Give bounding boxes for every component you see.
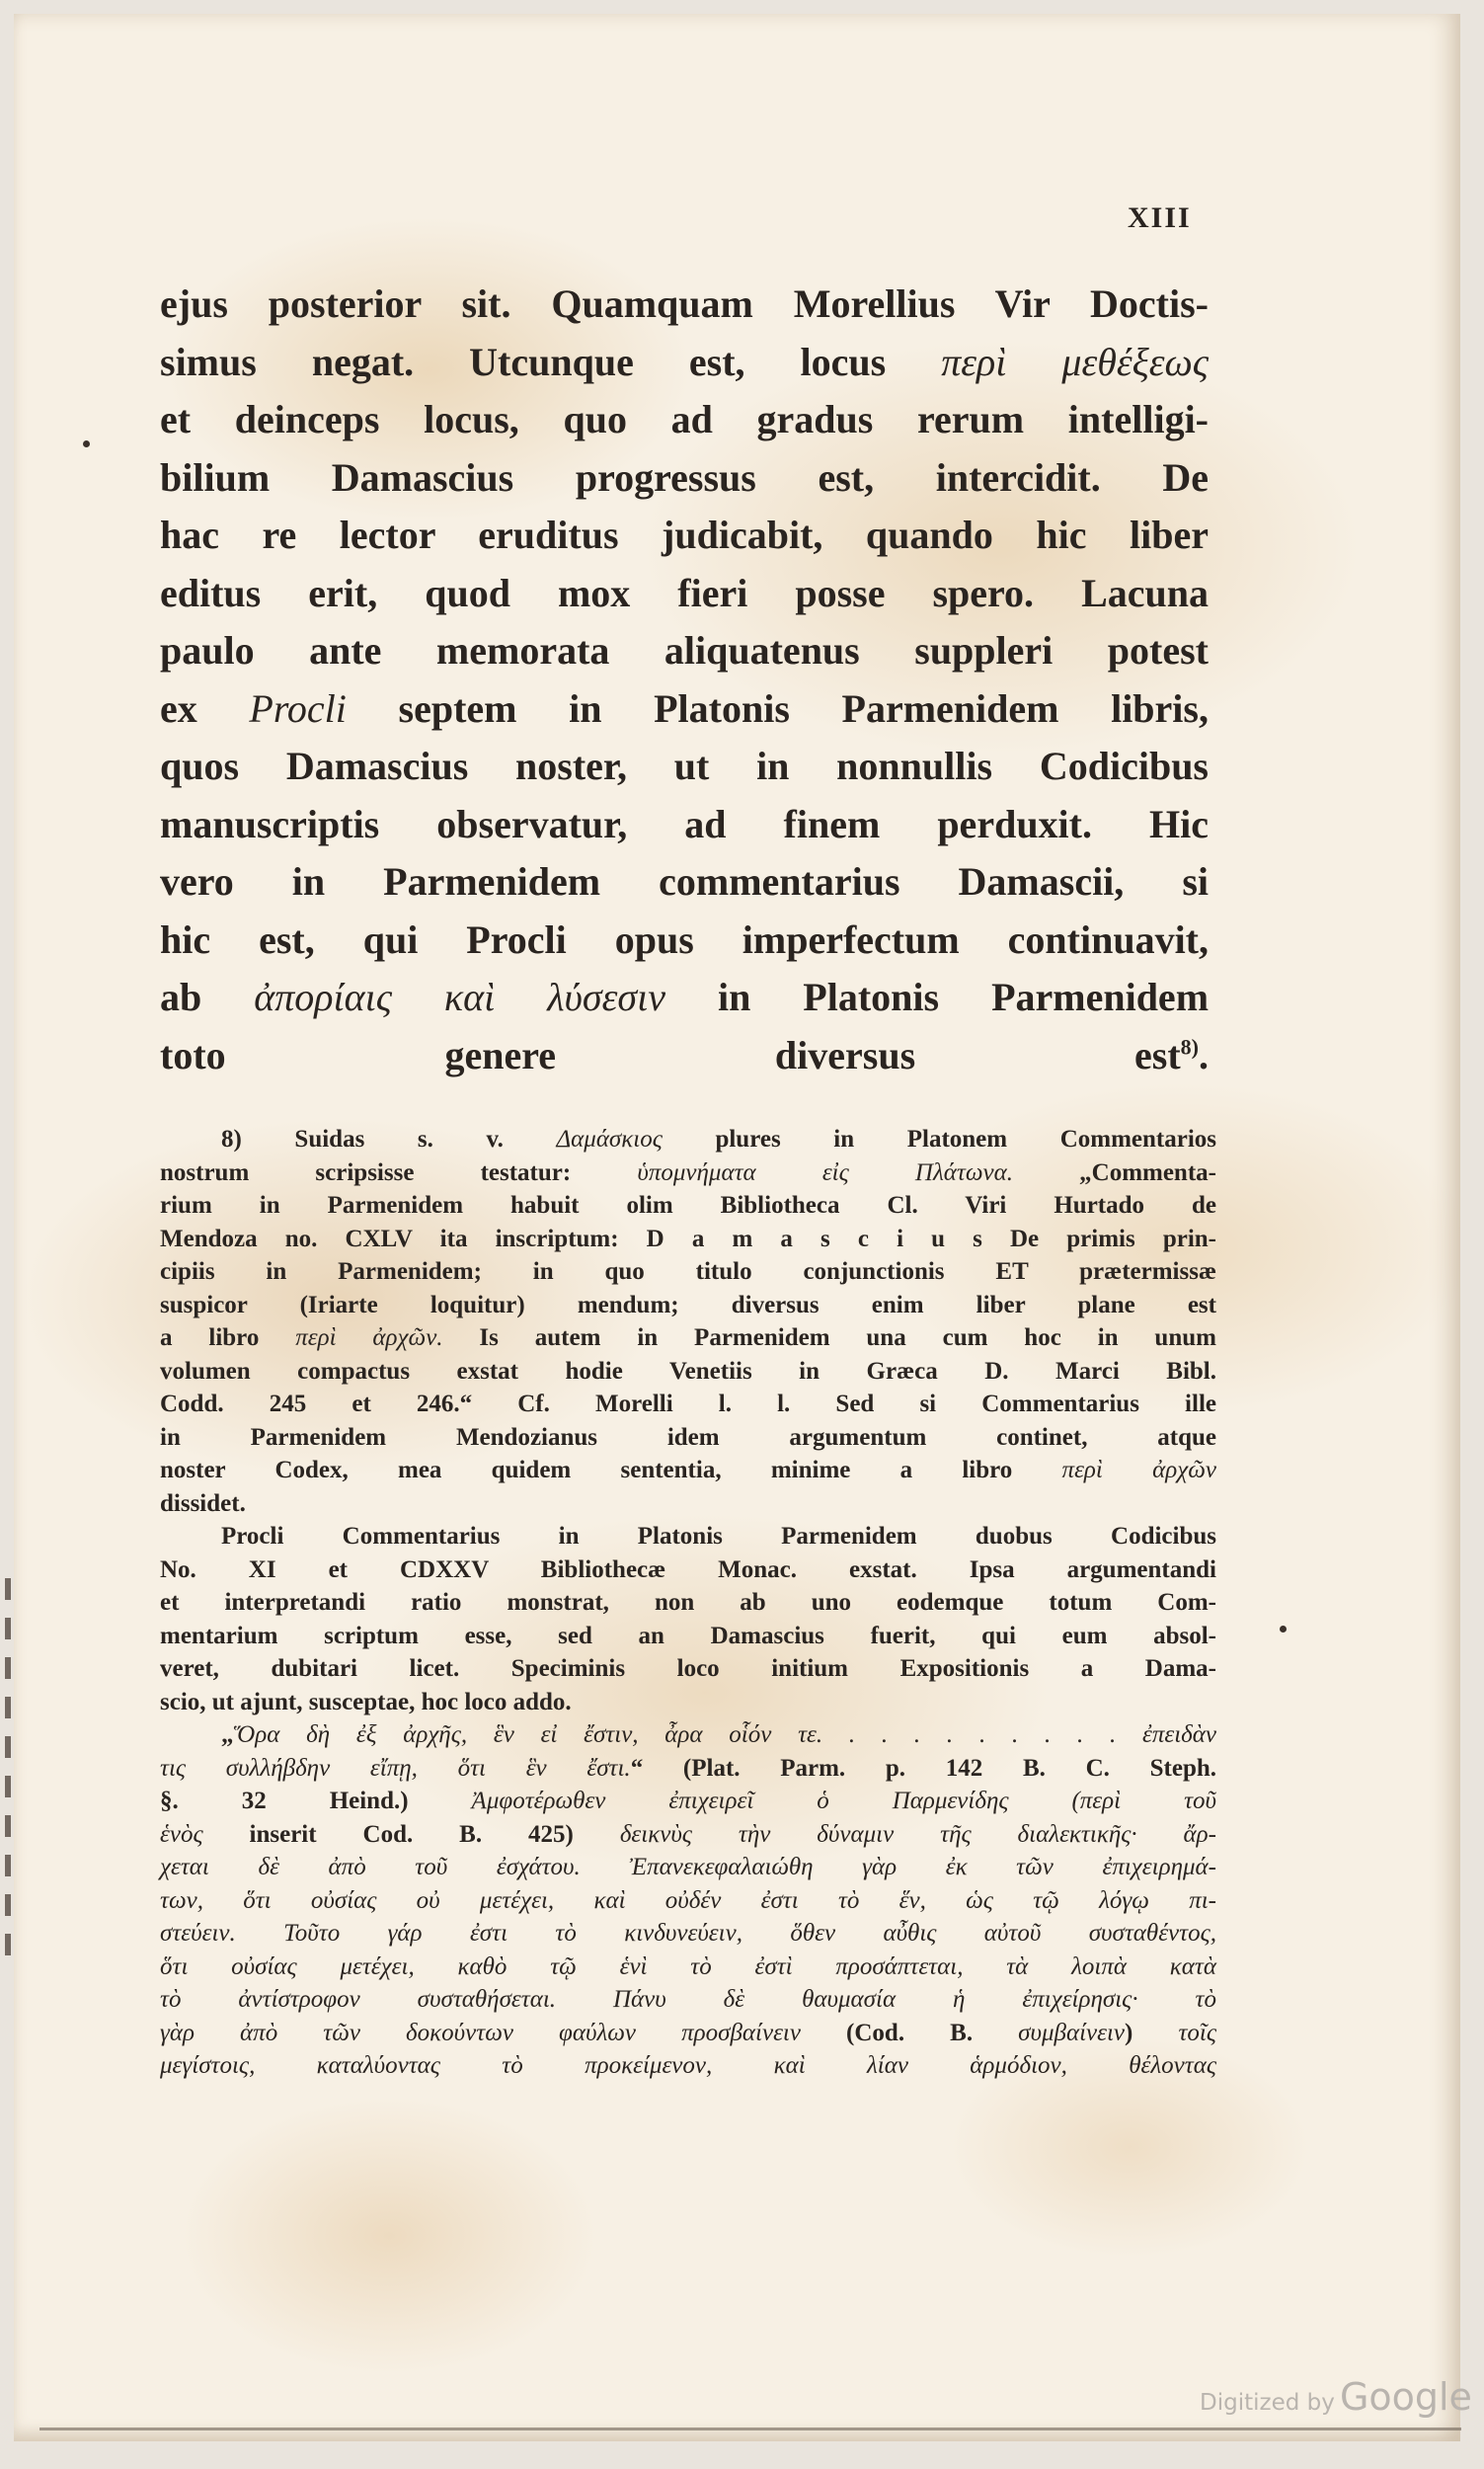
- text-run: „Commenta-: [1012, 1158, 1216, 1186]
- text-run: toto genere diversus est: [160, 1032, 1181, 1077]
- greek-text: τις συλλήβδην εἴπῃ, ὅτι ἓν ἔστι.: [160, 1754, 631, 1782]
- text-run: septem in Platonis Parmenidem libris,: [346, 685, 1209, 731]
- footnote-line: [160, 1321, 1216, 1355]
- text-run: ejus posterior sit. Quamquam Morellius Vir Doctis-: [160, 281, 1209, 326]
- footnote-line: [160, 1718, 1216, 1752]
- text-run: suspicor (Iriarte loquitur) mendum; diversus enim liber plane est: [160, 1291, 1216, 1318]
- footnote-line: [160, 1421, 1216, 1455]
- text-line: [160, 622, 1209, 680]
- watermark-brand: Google: [1339, 2375, 1472, 2419]
- text-run: 8) Suidas s. v.: [221, 1126, 557, 1153]
- page-bottom-edge: [39, 2428, 1461, 2430]
- footnote-line: [160, 1156, 1216, 1190]
- ink-dot: [83, 440, 90, 447]
- text-run: cipiis in Parmenidem; in quo titulo conjunctionis ET prætermissæ: [160, 1258, 1216, 1285]
- text-line: [160, 334, 1209, 392]
- text-line: [160, 969, 1209, 1027]
- text-run: nostrum scripsisse testatur:: [160, 1158, 638, 1186]
- text-run: quos Damascius noster, ut in nonnullis Codicibus: [160, 744, 1209, 788]
- text-run: volumen compactus exstat hodie Venetiis in Græca D. Marci Bibl.: [160, 1357, 1216, 1385]
- greek-text: ἀπορίαις καὶ λύσεσιν: [254, 975, 665, 1019]
- text-run: Is autem in Parmenidem una cum hoc in unum: [442, 1324, 1216, 1351]
- footnote-line: [160, 1818, 1216, 1852]
- footnote-ref: 8): [1180, 1034, 1199, 1060]
- text-run: (Cod. B.: [800, 2019, 1019, 2046]
- text-run: dissidet.: [160, 1489, 246, 1517]
- text-run: Procli Commentarius in Platonis Parmenidem duobus Codicibus: [221, 1523, 1216, 1550]
- text-line: [160, 507, 1209, 565]
- greek-text: περὶ ἀρχῶν.: [295, 1324, 443, 1351]
- text-line: [160, 276, 1209, 334]
- text-run: Codd. 245 et 246.“ Cf. Morelli l. l. Sed si Commentarius ille: [160, 1391, 1216, 1417]
- footnote-line: [160, 1686, 1216, 1719]
- footnote-line: [160, 1917, 1216, 1951]
- text-run: „: [221, 1721, 234, 1748]
- text-run: editus erit, quod mox fieri posse spero. Lacuna: [160, 570, 1209, 615]
- text-run: vero in Parmenidem commentarius Damascii, si: [160, 859, 1209, 904]
- text-run: veret, dubitari licet. Speciminis loco initium Expositionis a Dama-: [160, 1655, 1216, 1682]
- text-line: [160, 796, 1209, 854]
- text-run: simus negat. Utcunque est, locus: [160, 339, 942, 384]
- text-run: mentarium scriptum esse, sed an Damascius fuerit, qui eum absol-: [160, 1622, 1216, 1649]
- footnote-line: [160, 1752, 1216, 1786]
- text-run: hic est, qui Procli opus imperfectum continuavit,: [160, 916, 1209, 962]
- greek-text: Ἀμφοτέρωθεν ἐπιχειρεῖ ὁ Παρμενίδης (περὶ τοῦ: [471, 1788, 1216, 1814]
- footnote-line: [160, 1189, 1216, 1223]
- footnote-line: [160, 2049, 1216, 2083]
- greek-text: ὅτι οὐσίας μετέχει, καθὸ τῷ ἑνὶ τὸ ἐστὶ προσάπτεται, τὰ λοιπὰ κατὰ: [160, 1952, 1216, 1980]
- footnote-line: [160, 1951, 1216, 1984]
- footnote-line: [160, 1520, 1216, 1553]
- edge-marks: [2, 1560, 14, 2074]
- footnote-block: [160, 1123, 1216, 2083]
- book-page: [14, 14, 1460, 2441]
- greek-text: Δαμάσκιος: [556, 1126, 663, 1153]
- footnote-line: [160, 1454, 1216, 1487]
- ink-dot: [1280, 1626, 1287, 1633]
- text-run: ex: [160, 685, 250, 731]
- footnote-line: [160, 1388, 1216, 1421]
- footnote-line: [160, 1553, 1216, 1587]
- footnote-line: [160, 1983, 1216, 2017]
- text-line: [160, 565, 1209, 623]
- footnote-line: [160, 1123, 1216, 1156]
- footnote-line: [160, 1289, 1216, 1322]
- greek-text: μεγίστοις, καταλύοντας τὸ προκείμενον, καὶ λίαν ἁρμόδιον, θέλοντας: [160, 2052, 1216, 2079]
- footnote-line: [160, 1652, 1216, 1686]
- footnote-line: [160, 1487, 1216, 1521]
- greek-text: γὰρ ἀπὸ τῶν δοκούντων φαύλων προσβαίνειν: [160, 2019, 801, 2046]
- text-run: paulo ante memorata aliquatenus suppleri potest: [160, 628, 1209, 673]
- greek-text: τοῖς: [1178, 2019, 1216, 2046]
- footnote-line: [160, 1355, 1216, 1389]
- text-run: No. XI et CDXXV Bibliothecæ Monac. exstat. Ipsa argumentandi: [160, 1555, 1216, 1583]
- text-run: ): [1125, 2019, 1179, 2046]
- footnote-line: [160, 1785, 1216, 1818]
- greek-text: στεύειν. Τοῦτο γάρ ἐστι τὸ κινδυνεύειν, ὅθεν αὖθις αὐτοῦ συσταθέντος,: [160, 1920, 1216, 1947]
- text-line: [160, 391, 1209, 449]
- footnote-line: [160, 1255, 1216, 1289]
- page-number: XIII: [1128, 201, 1192, 234]
- text-line: [160, 449, 1209, 508]
- text-run: in Platonis Parmenidem: [664, 975, 1210, 1019]
- text-run: manuscriptis observatur, ad finem perduxit. Hic: [160, 801, 1209, 846]
- text-run: “ (Plat. Parm. p. 142 B. C. Steph.: [630, 1754, 1217, 1782]
- text-run: noster Codex, mea quidem sententia, minime a libro: [160, 1457, 1062, 1483]
- greek-text: τὸ ἀντίστροφον συσταθήσεται. Πάνυ δὲ θαυμασία ἡ ἐπιχείρησις· τὸ: [160, 1986, 1216, 2013]
- greek-text: περὶ μεθέξεως: [941, 339, 1209, 384]
- text-run: rium in Parmenidem habuit olim Bibliotheca Cl. Viri Hurtado de: [160, 1192, 1216, 1219]
- footnote-line: [160, 1884, 1216, 1918]
- footnote-line: [160, 1586, 1216, 1620]
- text-run: inserit Cod. B. 425): [202, 1820, 620, 1848]
- text-run: scio, ut ajunt, susceptae, hoc loco addo.: [160, 1688, 572, 1715]
- footnote-line: [160, 1223, 1216, 1256]
- text-run: a libro: [160, 1324, 296, 1351]
- main-text-block: [160, 276, 1209, 1084]
- greek-text: ὑπομνήματα εἰς Πλάτωνα.: [637, 1158, 1013, 1186]
- greek-text: Ὅρα δὴ ἐξ ἀρχῆς, ἓν εἰ ἔστιν, ἆρα οἷόν τε. . . . . . . . . . ἐπειδὰν: [233, 1721, 1216, 1748]
- text-line: [160, 1027, 1209, 1085]
- text-run: Mendoza no. CXLV ita inscriptum: D a m a s c i u s De primis prin-: [160, 1225, 1216, 1252]
- greek-text: Procli: [249, 685, 347, 731]
- text-run: hac re lector eruditus judicabit, quando hic liber: [160, 513, 1209, 557]
- footnote-line: [160, 1620, 1216, 1653]
- greek-text: χεται δὲ ἀπὸ τοῦ ἐσχάτου. Ἐπανεκεφαλαιώθη γὰρ ἐκ τῶν ἐπιχειρημά-: [160, 1854, 1216, 1880]
- footnote-line: [160, 2017, 1216, 2050]
- greek-text: ἑνὸς: [160, 1820, 203, 1848]
- greek-text: περὶ ἀρχῶν: [1061, 1457, 1216, 1483]
- text-run: et interpretandi ratio monstrat, non ab uno eodemque totum Com-: [160, 1589, 1216, 1616]
- digitized-watermark: [1200, 2375, 1472, 2419]
- text-line: [160, 680, 1209, 739]
- text-run: §. 32 Heind.): [160, 1788, 472, 1814]
- text-line: [160, 912, 1209, 970]
- text-run: et deinceps locus, quo ad gradus rerum intelligi-: [160, 397, 1209, 441]
- greek-text: των, ὅτι οὐσίας οὐ μετέχει, καὶ οὐδέν ἐστι τὸ ἕν, ὡς τῷ λόγῳ πι-: [160, 1886, 1216, 1914]
- text-run: .: [1199, 1032, 1209, 1077]
- text-run: in Parmenidem Mendozianus idem argumentum continet, atque: [160, 1423, 1216, 1451]
- text-line: [160, 853, 1209, 912]
- text-run: bilium Damascius progressus est, intercidit. De: [160, 454, 1209, 500]
- text-run: plures in Platonem Commentarios: [662, 1126, 1216, 1153]
- watermark-prefix: Digitized by: [1200, 2390, 1335, 2416]
- greek-text: συμβαίνειν: [1018, 2019, 1126, 2046]
- text-line: [160, 738, 1209, 796]
- footnote-line: [160, 1851, 1216, 1884]
- greek-text: δεικνὺς τὴν δύναμιν τῆς διαλεκτικῆς· ἄρ-: [619, 1820, 1217, 1848]
- text-run: ab: [160, 975, 255, 1019]
